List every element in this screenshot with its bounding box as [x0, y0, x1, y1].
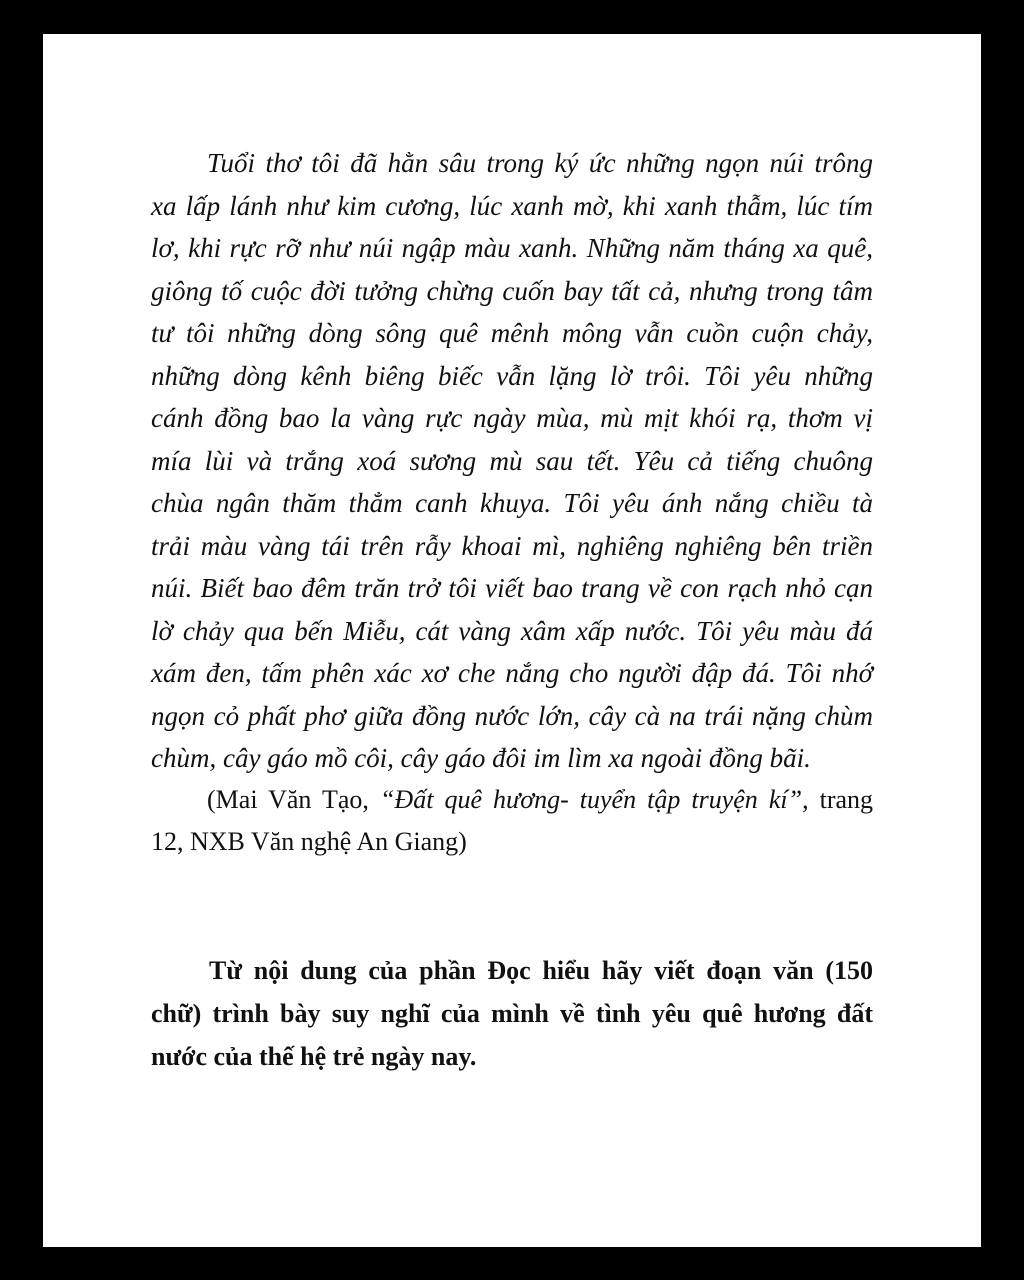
passage-line: chùm, cây gáo mồ côi, cây gáo đôi im lìm xa ngoài đồng bãi. — [151, 743, 811, 773]
citation-title: “Đất quê hương- tuyển tập truyện kí” — [379, 785, 803, 814]
citation-page: , trang — [802, 785, 874, 814]
citation-author: (Mai Văn Tạo, — [207, 785, 380, 814]
passage-line: giông tố cuộc đời tưởng chừng cuốn bay tất cả, nhưng trong tâm — [151, 275, 873, 306]
passage-line: núi. Biết bao đêm trăn trở tôi viết bao trang về con rạch nhỏ cạn — [151, 573, 873, 603]
task-line: chữ) trình bày suy nghĩ của mình về tình yêu quê hương đất — [151, 999, 873, 1028]
passage-line: mía lùi và trắng xoá sương mù sau tết. Yêu cả tiếng chuông — [151, 445, 873, 476]
passage-line: xa lấp lánh như kim cương, lúc xanh mờ, khi xanh thẫm, lúc tím — [151, 190, 873, 221]
passage-line: xám đen, tấm phên xác xơ che nắng cho người đập đá. Tôi nhớ — [151, 658, 873, 688]
passage-line: những dòng kênh biêng biếc vẫn lặng lờ trôi. Tôi yêu những — [151, 360, 873, 391]
citation-line — [151, 779, 873, 821]
task-line: Từ nội dung của phần Đọc hiểu hãy viết đoạn văn (150 — [209, 956, 873, 985]
passage-line: cánh đồng bao la vàng rực ngày mùa, mù mịt khói rạ, thơm vị — [151, 403, 873, 433]
passage-line: lờ chảy qua bến Miễu, cát vàng xâm xấp nước. Tôi yêu màu đá — [151, 615, 873, 646]
passage-line: trải màu vàng tái trên rẫy khoai mì, nghiêng nghiêng bên triền — [151, 530, 873, 561]
passage-line: chùa ngân thăm thẳm canh khuya. Tôi yêu ánh nắng chiều tà — [151, 488, 873, 518]
citation-publisher: 12, NXB Văn nghệ An Giang) — [151, 827, 467, 856]
reading-passage — [151, 142, 873, 780]
passage-line: tư tôi những dòng sông quê mênh mông vẫn cuồn cuộn chảy, — [151, 318, 873, 348]
source-citation — [151, 779, 873, 863]
writing-task — [151, 949, 873, 1078]
task-line: nước của thế hệ trẻ ngày nay. — [151, 1042, 477, 1071]
passage-line: Tuổi thơ tôi đã hằn sâu trong ký ức những ngọn núi trông — [207, 148, 873, 178]
passage-line: ngọn cỏ phất phơ giữa đồng nước lớn, cây cà na trái nặng chùm — [151, 700, 873, 731]
passage-line: lơ, khi rực rỡ như núi ngập màu xanh. Những năm tháng xa quê, — [151, 233, 873, 263]
document-page — [43, 34, 981, 1247]
